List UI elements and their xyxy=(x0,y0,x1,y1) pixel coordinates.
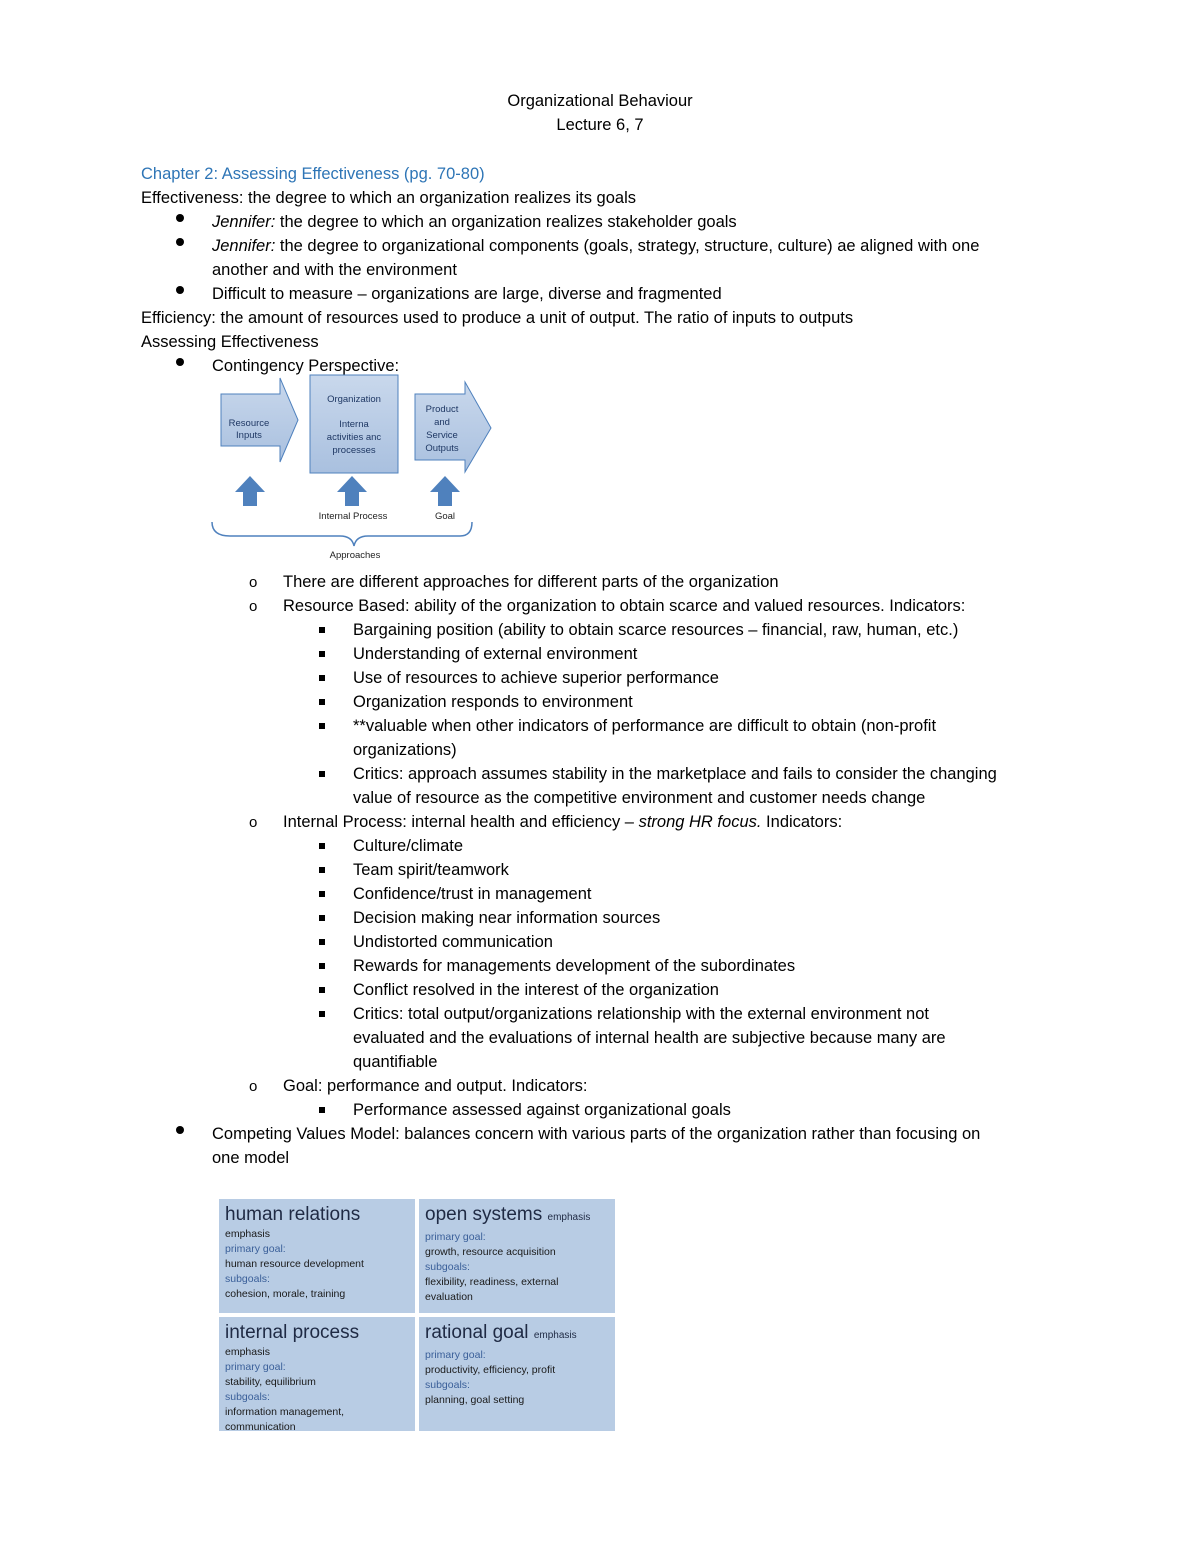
resource-label-2: Inputs xyxy=(236,430,262,441)
competing-values-cont: one model xyxy=(212,1149,290,1167)
outputs-arrow xyxy=(415,382,491,472)
internal-indicator-2: Team spirit/teamwork xyxy=(353,861,509,879)
square-bullet xyxy=(319,867,325,873)
square-bullet xyxy=(319,627,325,633)
square-bullet xyxy=(319,699,325,705)
approach-resource-based: Resource Based: ability of the organization to obtain scarce and valued resources. Indicators: xyxy=(283,597,966,615)
bullet-dot xyxy=(176,358,184,366)
square-bullet xyxy=(319,651,325,657)
cvm-sub-label: subgoals: xyxy=(225,1391,270,1403)
cvm-primary: productivity, efficiency, profit xyxy=(425,1364,556,1376)
cvm-sub-label: subgoals: xyxy=(425,1379,470,1391)
organization-title: Organization xyxy=(327,394,381,405)
sub-bullet-o: o xyxy=(249,598,258,615)
effectiveness-definition: Effectiveness: the degree to which an organization realizes its goals xyxy=(141,189,636,207)
square-bullet xyxy=(319,675,325,681)
contingency-label: Contingency Perspective: xyxy=(212,357,400,375)
internal-critics-cont-1: evaluated and the evaluations of internal health are subjective because many are xyxy=(353,1029,946,1047)
internal-indicator-4: Decision making near information sources xyxy=(353,909,661,927)
resource-indicator-4: Organization responds to environment xyxy=(353,693,633,711)
sub-bullet-o: o xyxy=(249,574,258,591)
contingency-diagram xyxy=(210,372,510,562)
outputs-label-1: Product xyxy=(425,404,459,415)
cvm-primary-label: primary goal: xyxy=(225,1361,286,1373)
internal-indicator-6: Rewards for managements development of the subordinates xyxy=(353,957,796,975)
organization-body-3: processes xyxy=(332,445,376,456)
efficiency-definition: Efficiency: the amount of resources used to produce a unit of output. The ratio of inputs to outputs xyxy=(141,309,854,327)
internal-process-label: Internal Process xyxy=(318,511,388,522)
bullet-dot xyxy=(176,238,184,246)
resource-critics: Critics: approach assumes stability in the marketplace and fails to consider the changing xyxy=(353,765,997,783)
outputs-label-2: and xyxy=(434,417,450,428)
square-bullet xyxy=(319,963,325,969)
square-bullet xyxy=(319,987,325,993)
bullet-dot xyxy=(176,286,184,294)
cvm-emphasis: emphasis xyxy=(533,1330,577,1341)
square-bullet xyxy=(319,1107,325,1113)
sub-bullet-o: o xyxy=(249,814,258,831)
cvm-title-row xyxy=(425,1321,609,1348)
cvm-primary-label: primary goal: xyxy=(425,1349,486,1361)
cvm-internal-process xyxy=(219,1317,415,1431)
cvm-primary: human resource development xyxy=(225,1258,364,1270)
square-bullet xyxy=(319,771,325,777)
internal-critics-cont-2: quantifiable xyxy=(353,1053,438,1071)
bullet-prefix: Jennifer: xyxy=(212,213,276,231)
approach-different: There are different approaches for different parts of the organization xyxy=(283,573,779,591)
resource-label-1: Resource xyxy=(228,418,270,429)
cvm-emphasis: emphasis xyxy=(225,1346,270,1358)
square-bullet xyxy=(319,915,325,921)
approaches-brace xyxy=(212,522,472,546)
text-emphasis: strong HR focus. xyxy=(638,813,762,831)
effectiveness-bullet-3: Difficult to measure – organizations are large, diverse and fragmented xyxy=(212,285,722,303)
assessing-heading: Assessing Effectiveness xyxy=(141,333,319,351)
cvm-primary-label: primary goal: xyxy=(225,1243,286,1255)
cvm-sub-cont: communication xyxy=(225,1421,296,1431)
text-part: Internal Process: internal health and efficiency – xyxy=(283,813,639,831)
text-part: Indicators: xyxy=(761,813,843,831)
cvm-title: open systems xyxy=(425,1204,543,1225)
resource-indicator-5: **valuable when other indicators of performance are difficult to obtain (non-profit xyxy=(353,717,937,735)
square-bullet xyxy=(319,723,325,729)
competing-values: Competing Values Model: balances concern with various parts of the organization rather than focusing on xyxy=(212,1125,981,1143)
cvm-sub: flexibility, readiness, external xyxy=(425,1276,559,1288)
cvm-title: internal process xyxy=(225,1322,360,1343)
cvm-sub: planning, goal setting xyxy=(425,1394,525,1406)
cvm-emphasis: emphasis xyxy=(547,1212,591,1223)
outputs-label-3: Service xyxy=(426,430,458,441)
outputs-label-4: Outputs xyxy=(425,443,459,454)
effectiveness-bullet-2-cont: another and with the environment xyxy=(212,261,457,279)
internal-indicator-7: Conflict resolved in the interest of the organization xyxy=(353,981,719,999)
square-bullet xyxy=(319,939,325,945)
internal-indicator-3: Confidence/trust in management xyxy=(353,885,592,903)
bullet-text: the degree to organizational components (goals, strategy, structure, culture) ae aligned with one xyxy=(275,237,980,255)
cvm-sub: cohesion, morale, training xyxy=(225,1288,346,1300)
resource-indicator-5-cont: organizations) xyxy=(353,741,457,759)
chapter-heading: Chapter 2: Assessing Effectiveness (pg. 70-80) xyxy=(141,165,485,183)
cvm-primary: stability, equilibrium xyxy=(225,1376,316,1388)
resource-indicator-1: Bargaining position (ability to obtain scarce resources – financial, raw, human, etc.) xyxy=(353,621,959,639)
bullet-text: the degree to which an organization realizes stakeholder goals xyxy=(275,213,737,231)
cvm-title: human relations xyxy=(225,1204,361,1225)
bullet-dot xyxy=(176,1126,184,1134)
cvm-open-systems xyxy=(419,1199,615,1313)
square-bullet xyxy=(319,891,325,897)
cvm-sub: information management, xyxy=(225,1406,345,1418)
competing-values-grid xyxy=(219,1199,615,1431)
cvm-sub-label: subgoals: xyxy=(225,1273,270,1285)
document-subtitle: Lecture 6, 7 xyxy=(556,116,644,134)
effectiveness-bullet-2 xyxy=(212,236,979,256)
up-arrow-icon xyxy=(337,476,367,506)
cvm-title: rational goal xyxy=(425,1322,529,1343)
goal-label: Goal xyxy=(434,511,456,522)
approach-goal: Goal: performance and output. Indicators: xyxy=(283,1077,588,1095)
up-arrow-icon xyxy=(235,476,265,506)
up-arrow-icon xyxy=(430,476,460,506)
internal-indicator-5: Undistorted communication xyxy=(353,933,553,951)
bullet-dot xyxy=(176,214,184,222)
approach-internal-process xyxy=(283,812,842,832)
approaches-label: Approaches xyxy=(329,550,381,561)
cvm-title-row xyxy=(425,1203,609,1230)
resource-indicator-2: Understanding of external environment xyxy=(353,645,638,663)
cvm-sub-label: subgoals: xyxy=(425,1261,470,1273)
cvm-sub-cont: evaluation xyxy=(425,1291,473,1303)
organization-body-1: Interna xyxy=(339,419,369,430)
square-bullet xyxy=(319,843,325,849)
document-title: Organizational Behaviour xyxy=(507,92,693,110)
cvm-primary: growth, resource acquisition xyxy=(425,1246,556,1258)
goal-indicator-1: Performance assessed against organizational goals xyxy=(353,1101,731,1119)
effectiveness-bullet-1 xyxy=(212,212,737,232)
cvm-human-relations xyxy=(219,1199,415,1313)
resource-critics-cont: value of resource as the competitive environment and customer needs change xyxy=(353,789,926,807)
cvm-primary-label: primary goal: xyxy=(425,1231,486,1243)
internal-indicator-1: Culture/climate xyxy=(353,837,464,855)
internal-critics: Critics: total output/organizations relationship with the external environment not xyxy=(353,1005,929,1023)
bullet-prefix: Jennifer: xyxy=(212,237,276,255)
sub-bullet-o: o xyxy=(249,1078,258,1095)
resource-indicator-3: Use of resources to achieve superior performance xyxy=(353,669,719,687)
cvm-emphasis: emphasis xyxy=(225,1228,270,1240)
organization-body-2: activities anc xyxy=(326,432,382,443)
cvm-rational-goal xyxy=(419,1317,615,1431)
square-bullet xyxy=(319,1011,325,1017)
